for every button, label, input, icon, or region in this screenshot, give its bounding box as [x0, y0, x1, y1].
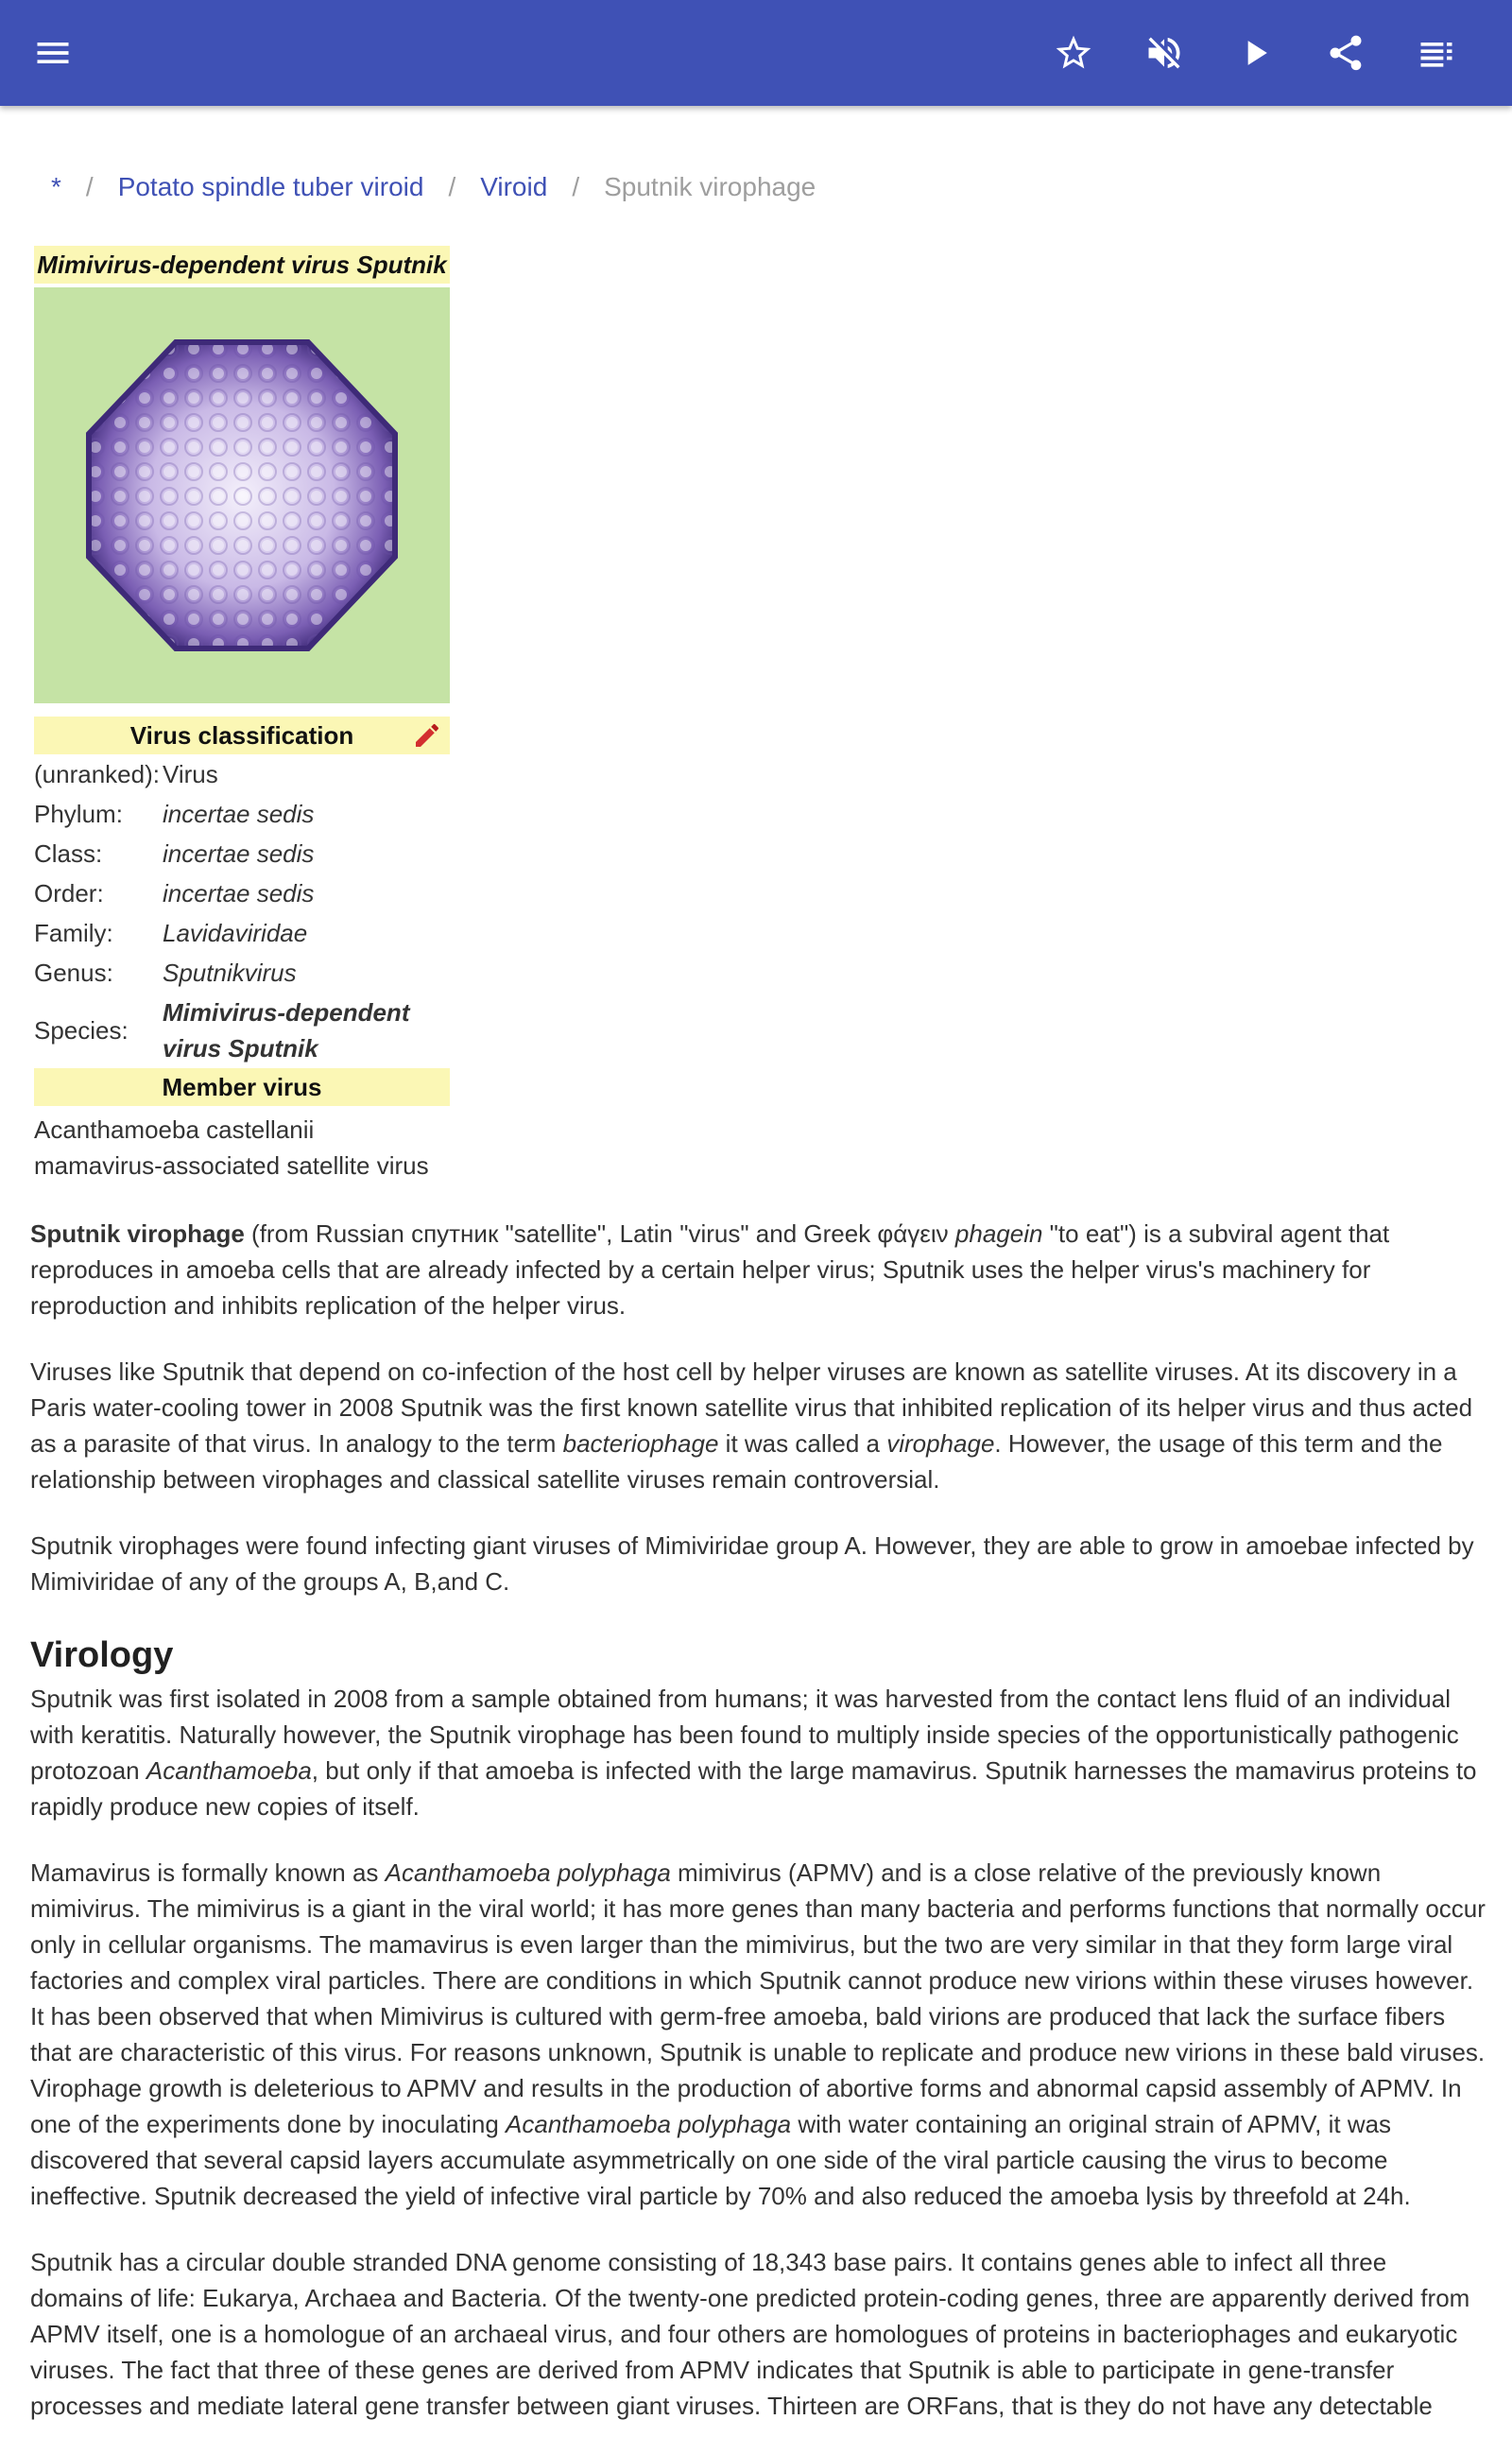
- text-run: . However, the usage of this term and the relationship between virophages and classical satellite viruses remain controversial.: [30, 1429, 1443, 1494]
- pencil-icon[interactable]: [412, 720, 442, 751]
- text-run: Acanthamoeba: [146, 1756, 312, 1785]
- classification-value: incertae sedis: [163, 879, 315, 907]
- member-virus-value: [34, 1112, 450, 1184]
- paragraph: [30, 1855, 1486, 2214]
- infobox-title: Mimivirus-dependent virus Sputnik: [34, 246, 450, 284]
- family-link[interactable]: Lavidaviridae: [163, 919, 308, 947]
- classification-label: Phylum:: [34, 799, 123, 828]
- breadcrumb-home-link[interactable]: *: [51, 172, 61, 201]
- classification-value: [163, 994, 450, 1066]
- article-subject: Sputnik virophage: [30, 1219, 245, 1248]
- menu-icon[interactable]: [25, 25, 81, 81]
- breadcrumb-separator: /: [448, 172, 456, 201]
- genus-link[interactable]: Sputnikvirus: [163, 959, 297, 987]
- star-outline-icon[interactable]: [1045, 25, 1102, 81]
- text-run: (from Russian спутник "satellite", Latin "virus" and Greek φάγειν: [244, 1219, 955, 1248]
- volume-off-icon[interactable]: [1136, 25, 1193, 81]
- paragraph: Sputnik has a circular double stranded DNA genome consisting of 18,343 base pairs. It contains genes able to infect all three domains of life: Eukarya, Archaea and Bacteria. Of the twenty-one predicted protein-coding genes, three are apparently derived from APMV itself, one is a homologue of an archaeal virus, and four others are homologues of proteins in bacteriophages and eukaryotic viruses. The fact that three of these genes are derived from APMV indicates that Sputnik is able to participate in gene-transfer processes and mediate lateral gene transfer between giant viruses. Thirteen are ORFans, that is they do not have any detectable: [30, 2248, 1470, 2420]
- virus-image[interactable]: [34, 287, 450, 703]
- text-run: Viruses like Sputnik that depend on co-infection of the host cell by helper viruses are known as satellite viruses. At its discovery in a Paris water-cooling tower in 2008 Sputnik was the first known satellite virus that inhibited replication of its helper virus and thus acted as a parasite of that virus. In analogy to the term: [30, 1357, 1473, 1458]
- breadcrumb-separator: /: [572, 172, 580, 201]
- member-line: Acanthamoeba castellanii: [34, 1115, 315, 1144]
- species-line: Mimivirus-dependent: [163, 998, 410, 1027]
- classification-label: Class:: [34, 838, 103, 868]
- play-icon[interactable]: [1227, 25, 1283, 81]
- text-run: it was called a: [718, 1429, 887, 1458]
- classification-value: incertae sedis: [163, 800, 315, 828]
- member-line: mamavirus-associated satellite virus: [34, 1151, 429, 1180]
- paragraph: [30, 1354, 1486, 1497]
- text-run: Acanthamoeba polyphaga: [506, 2110, 792, 2138]
- classification-row-family: [34, 913, 450, 953]
- classification-value: incertae sedis: [163, 839, 315, 868]
- paragraph: [30, 1681, 1486, 1824]
- classification-row-phylum: [34, 794, 450, 834]
- classification-row-order: [34, 873, 450, 913]
- member-virus-header: Member virus: [34, 1068, 450, 1106]
- text-run: , but only if that amoeba is infected with the large mamavirus. Sputnik harnesses the mamavirus proteins to rapidly produce new copies of itself.: [30, 1756, 1477, 1821]
- classification-value: Virus: [163, 760, 218, 788]
- classification-label: Order:: [34, 878, 104, 907]
- playlist-icon[interactable]: [1408, 25, 1465, 81]
- text-run: phagein: [954, 1219, 1043, 1248]
- paragraph: Sputnik virophages were found infecting giant viruses of Mimiviridae group A. However, they are able to grow in amoebae infected by Mimiviridae of any of the groups A, B,and C.: [30, 1531, 1474, 1596]
- virus-classification-label: Virus classification: [129, 721, 354, 750]
- classification-row-unranked: [34, 754, 450, 794]
- breadcrumb-separator: /: [85, 172, 94, 201]
- classification-row-species: [34, 993, 450, 1068]
- text-run: bacteriophage: [562, 1429, 719, 1458]
- text-run: Mamavirus is formally known as: [30, 1858, 386, 1887]
- classification-label: Species:: [34, 1015, 129, 1045]
- classification-label: Genus:: [34, 958, 113, 987]
- share-icon[interactable]: [1317, 25, 1374, 81]
- app-bar: [0, 0, 1512, 106]
- sputnik-virion-illustration: [34, 287, 450, 703]
- text-run: Acanthamoeba polyphaga: [385, 1858, 671, 1887]
- text-run: mimivirus (APMV) and is a close relative of the previously known mimivirus. The mimivirus is a giant in the viral world; it has more genes than many bacteria and performs functions that normally occur only in cellular organisms. The mamavirus is even larger than the mimivirus, but the two are very similar in that they form large viral factories and complex viral particles. There are conditions in which Sputnik cannot produce new virions within these viruses however. It has been observed that when Mimivirus is cultured with germ-free amoeba, bald virions are produced that lack the surface fibers that are characteristic of this virus. For reasons unknown, Sputnik is unable to replicate and produce new virions in these bald viruses. Virophage growth is deleterious to APMV and results in the production of abortive forms and abnormal capsid assembly of APMV. In one of the experiments done by inoculating: [30, 1858, 1486, 2138]
- breadcrumb-link-viroid[interactable]: Viroid: [480, 172, 548, 201]
- breadcrumb-link-potato-spindle[interactable]: Potato spindle tuber viroid: [117, 172, 424, 201]
- classification-label: (unranked):: [34, 759, 160, 788]
- breadcrumb-current: Sputnik virophage: [604, 172, 816, 201]
- classification-row-class: [34, 834, 450, 873]
- text-run: with water containing an original strain of APMV, it was discovered that several capsid layers accumulate asymmetrically on one side of the viral particle causing the virus to become ineffective. Sputnik decreased the yield of infective viral particle by 70% and also reduced the amoeba lysis by threefold at 24h.: [30, 2110, 1411, 2210]
- text-run: "to eat") is a subviral agent that reproduces in amoeba cells that are already infected by a certain helper virus; Sputnik uses the helper virus's machinery for reproduction and inhibits replication of the helper virus.: [30, 1219, 1390, 1320]
- text-run: virophage: [886, 1429, 995, 1458]
- classification-row-genus: [34, 953, 450, 993]
- text-run: Sputnik was first isolated in 2008 from a sample obtained from humans; it was harvested from the contact lens fluid of an individual with keratitis. Naturally however, the Sputnik virophage has been found to multiply inside species of the opportunistically pathogenic protozoan: [30, 1685, 1459, 1785]
- paragraph: [30, 1216, 1486, 1323]
- species-line: virus Sputnik: [163, 1034, 318, 1063]
- classification-label: Family:: [34, 918, 113, 947]
- infobox: [34, 246, 450, 1184]
- breadcrumb: [51, 166, 816, 208]
- virus-classification-header: [34, 717, 450, 754]
- article-body: [30, 1216, 1486, 2454]
- section-heading-virology: Virology: [30, 1635, 174, 1675]
